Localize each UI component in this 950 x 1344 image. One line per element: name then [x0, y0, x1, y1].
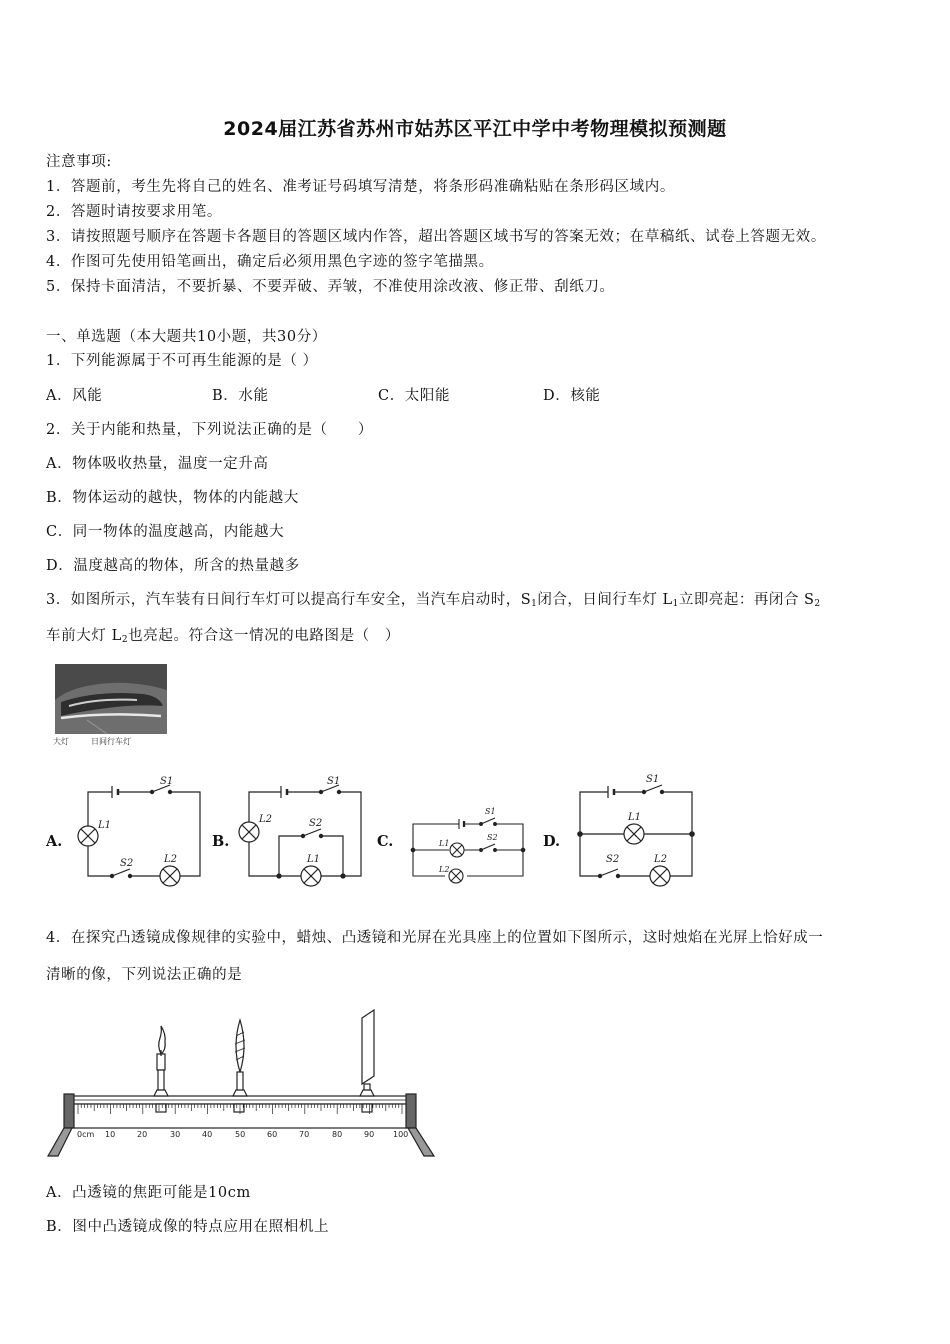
bench-label-20: 20 [137, 1130, 148, 1139]
bench-label-90: 90 [364, 1130, 375, 1139]
circuit-a-s1-label: S1 [160, 776, 174, 787]
circuit-d-diagram [572, 770, 700, 892]
q1-option-d: D．核能 [543, 388, 601, 404]
notice-item: 2．答题时请按要求用笔。 [46, 204, 222, 220]
question-3-stem-line2: 车前大灯 $L_2$也亮起。符合这一情况的电路图是（ ） [46, 628, 400, 645]
bench-label-30: 30 [170, 1130, 181, 1139]
q2-option-b: B．物体运动的越快，物体的内能越大 [46, 490, 299, 506]
circuit-d-l1-label: L1 [628, 812, 642, 823]
notice-item: 4．作图可先使用铅笔画出，确定后必须用黑色字迹的签字笔描黑。 [46, 254, 494, 270]
bench-label-10: 10 [105, 1130, 116, 1139]
circuit-d-s1-label: S1 [646, 774, 660, 785]
circuit-a-s2-label: S2 [120, 858, 134, 869]
bench-label-80: 80 [332, 1130, 343, 1139]
circuit-c-s2-label: S2 [487, 833, 498, 842]
bench-label-60: 60 [267, 1130, 278, 1139]
notice-heading: 注意事项: [46, 154, 112, 170]
circuit-b-s1-label: S1 [327, 776, 341, 787]
q1-option-c: C．太阳能 [378, 388, 451, 404]
q3-option-b-label: B. [212, 833, 230, 850]
photo-caption-daytime-light: 日间行车灯 [91, 737, 131, 746]
circuit-b-l2-label: L2 [259, 814, 273, 825]
q2-option-a: A．物体吸收热量，温度一定升高 [46, 456, 269, 472]
notice-item: 3．请按照题号顺序在答题卡各题目的答题区域内作答，超出答题区域书写的答案无效；在草稿纸、试卷上答题无效。 [46, 229, 826, 245]
circuit-c-l2-label: L2 [439, 865, 450, 874]
circuit-b-diagram [237, 770, 371, 892]
circuit-a-diagram [72, 770, 206, 892]
q3-option-c-label: C. [377, 833, 394, 850]
section-heading: 一、单选题（本大题共10小题，共30分） [46, 329, 327, 345]
question-2-stem: 2．关于内能和热量，下列说法正确的是（ ） [46, 422, 373, 438]
optical-bench-diagram [44, 1006, 440, 1162]
circuit-b-l1-label: L1 [307, 854, 321, 865]
notice-item: 1．答题前，考生先将自己的姓名、准考证号码填写清楚，将条形码准确粘贴在条形码区域内。 [46, 179, 675, 195]
question-1-stem: 1．下列能源属于不可再生能源的是（ ） [46, 353, 318, 369]
car-headlight-photo [47, 660, 173, 752]
bench-label-40: 40 [202, 1130, 213, 1139]
question-4-stem-line1: 4．在探究凸透镜成像规律的实验中，蜡烛、凸透镜和光屏在光具座上的位置如下图所示，这时烛焰在光屏上恰好成一 [46, 930, 824, 946]
q1-option-b: B．水能 [212, 388, 269, 404]
circuit-a-l1-label: L1 [98, 820, 112, 831]
q1-option-a: A．风能 [46, 388, 103, 404]
circuit-d-l2-label: L2 [654, 854, 668, 865]
photo-caption-headlight: 大灯 [53, 737, 69, 746]
question-3-stem-line1: 3．如图所示，汽车装有日间行车灯可以提高行车安全，当汽车启动时，$S_1$闭合，日间行车灯 $L_1$立即亮起：再闭合 $S_2$ [46, 592, 821, 609]
circuit-b-s2-label: S2 [309, 818, 323, 829]
q3-option-d-label: D. [543, 833, 561, 850]
bench-label-70: 70 [299, 1130, 310, 1139]
q4-option-b: B．图中凸透镜成像的特点应用在照相机上 [46, 1219, 330, 1235]
circuit-d-s2-label: S2 [606, 854, 620, 865]
bench-label-50: 50 [235, 1130, 246, 1139]
circuit-c-l1-label: L1 [439, 839, 450, 848]
circuit-c-diagram [405, 800, 533, 892]
q3-option-a-label: A. [46, 833, 63, 850]
circuit-c-s1-label: S1 [485, 807, 496, 816]
q2-option-d: D．温度越高的物体，所含的热量越多 [46, 558, 300, 574]
notice-item: 5．保持卡面清洁，不要折暴、不要弄破、弄皱，不准使用涂改液、修正带、刮纸刀。 [46, 279, 615, 295]
circuit-a-l2-label: L2 [164, 854, 178, 865]
question-4-stem-line2: 清晰的像，下列说法正确的是 [46, 967, 243, 983]
page-title: 2024届江苏省苏州市姑苏区平江中学中考物理模拟预测题 [223, 118, 727, 140]
q2-option-c: C．同一物体的温度越高，内能越大 [46, 524, 285, 540]
bench-label-100: 100 [393, 1130, 409, 1139]
q4-option-a: A．凸透镜的焦距可能是10cm [46, 1185, 251, 1201]
bench-label-0: 0cm [77, 1130, 95, 1139]
